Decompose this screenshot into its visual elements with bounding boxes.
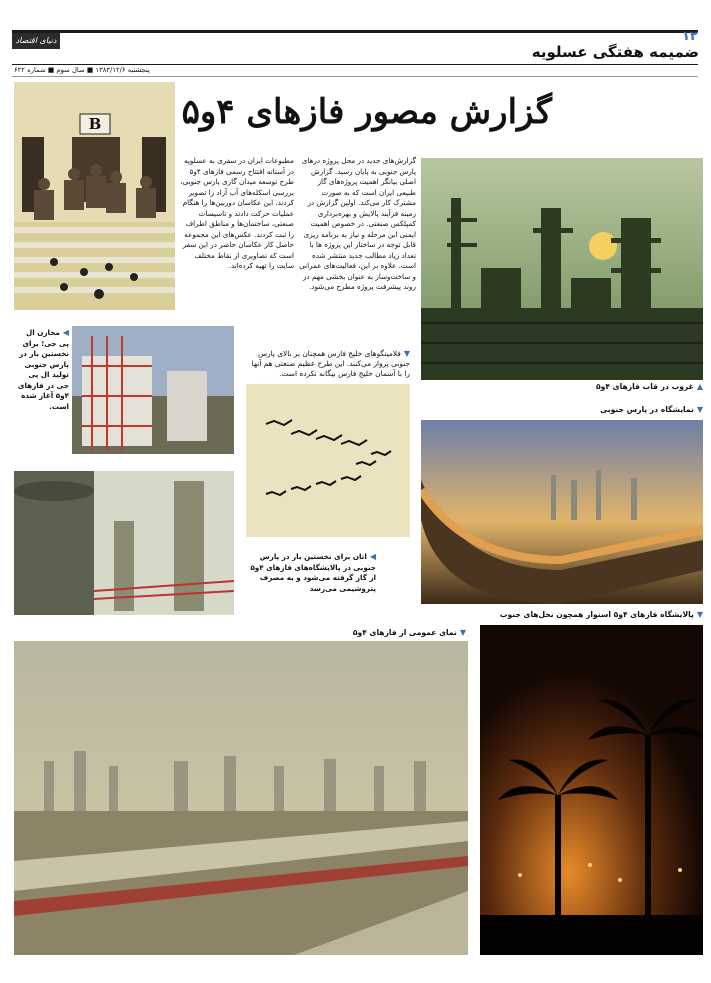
issue-line: پنجشنبه ۱۳۸۳/۱۲/۶ ■ سال سوم ■ شماره ۶۲۲ [14, 66, 150, 74]
building-sign: B [88, 115, 102, 133]
photographers-photo [14, 82, 175, 310]
refinery-night-caption-text: پالایشگاه فازهای ۴و۵ استوار همچون نخل‌های جنوب [499, 610, 694, 619]
page-number: ۱۲ [682, 29, 698, 44]
general-view-caption [260, 628, 466, 638]
caption-bullet-icon: ▼ [696, 610, 703, 619]
caption-bullet-icon: ▲ [696, 382, 703, 391]
caption-bullet-icon: ◀ [369, 552, 376, 561]
pipeline-caption [421, 405, 703, 415]
caption-bullet-icon: ▼ [696, 405, 703, 414]
refinery-night-caption [421, 610, 703, 620]
lpg-caption [246, 552, 376, 594]
headline: گزارش مصور فازهای ۴و۵ [181, 92, 552, 132]
caption-bullet-icon: ▼ [459, 628, 466, 637]
top-rule [12, 30, 698, 33]
intro-column-1: گزارش‌های جدید در محل پروژه درهای پارس جنوبی به پایان رسید. گزارش اصلی بیانگر اهمیت پروژه‌های گاز طبیعی ایران است که به صورت مشترک کار می‌کند. اولین گزارش در زمینه فرآیند پالایش و بهره‌برداری کمپلکس صنعتی. در خصوص اهمیت ایمنی این مرحله و نیاز به برنامه ریزی قابل توجه در ساختار این پروژه ها با تعداد زیاد مطالب جدید منتشر شده است. علاوه بر این، فعالیت‌های عمرانی و ساخت‌وساز به عنوان بخشی مهم در روند پیشرفت پروژه مطرح می‌شود. [299, 156, 416, 291]
header-rule-2 [12, 76, 698, 77]
sunset-caption [421, 382, 703, 392]
caption-bullet-icon: ▼ [403, 349, 410, 358]
sunset-refinery-photo [421, 158, 703, 380]
lpg-tanks-photo [72, 326, 234, 454]
pipeline-photo [421, 420, 703, 604]
birds-caption-text: فلامینگوهای خلیج فارس همچنان بر بالای پارس جنوبی پرواز می‌کنند. این طرح عظیم صنعتی هم آنها را با آسمان خلیج فارس بیگانه نکرده است. [251, 349, 410, 378]
birds-caption [246, 349, 410, 379]
general-view-photo [14, 641, 468, 955]
header-rule [12, 64, 698, 65]
caption-bullet-icon: ◀ [62, 328, 69, 337]
palm-night-photo [480, 625, 703, 955]
pipeline-caption-text: نمایشگاه در پارس جنوبی [600, 405, 694, 414]
tanks-caption-text: مخازن ال پی جی؛ برای نخستین بار در پارس جنوبی تولید ال پی جی در فازهای ۴و۵ آغاز شده است. [17, 328, 69, 411]
logo: دنیای اقتصاد [12, 33, 60, 49]
tanks-caption [15, 328, 69, 412]
lpg-units-photo [14, 471, 234, 615]
lpg-caption-text: اتان برای نخستین بار در پارس جنوبی در پالایشگاه‌های فازهای ۴و۵ از گاز گرفته می‌شود و به مصرف پتروشیمی می‌رسد [250, 552, 376, 593]
supplement-title: ضمیمه هفتگی عسلویه [531, 43, 699, 61]
intro-column-2: مطبوعات ایران در سفری به عسلویه در آستانه افتتاح رسمی فازهای ۴و۵ طرح توسعه میدان گازی پارس جنوبی، بررسی اسکله‌های آب آزاد را تصویر کردند. این عکاسان دوربین‌ها را هنگام عملیات حرکت دادند و تاسیسات صنعتی، ساختمان‌ها و مناطق اطراف را ثبت کردند. عکس‌های این مجموعه حاصل کار عکاسان حاضر در این سفر است که تصاویری از نقاط مختلف سایت را تهیه کرده‌اند. [180, 156, 294, 270]
general-view-caption-text: نمای عمومی از فازهای ۴و۵ [352, 628, 457, 637]
sunset-caption-text: غروب در قاب فازهای ۴و۵ [595, 382, 694, 391]
flamingos-photo [246, 384, 410, 537]
